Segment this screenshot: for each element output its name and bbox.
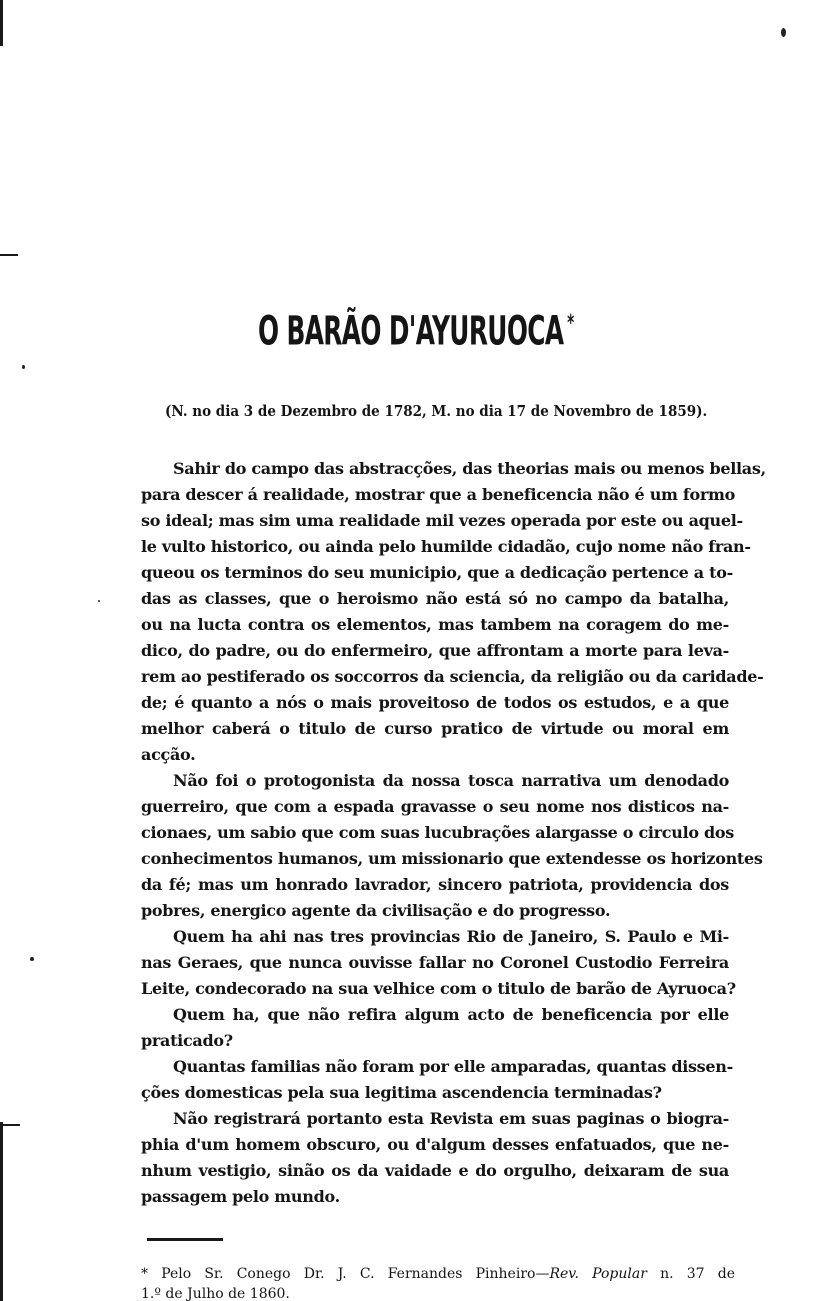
text-line: das as classes, que o heroismo não está só no campo da batalha,: [141, 589, 729, 608]
text-line: so ideal; mas sim uma realidade mil vezes operada por este ou aquel-: [141, 511, 743, 530]
text-line: rem ao pestiferado os soccorros da sciencia, da religião ou da caridade-: [141, 667, 764, 686]
ink-speck: [22, 365, 25, 369]
footnote-issue: n. 37 de: [646, 1266, 735, 1282]
text-line: acção.: [141, 745, 196, 764]
footnote-source: Rev. Popular: [549, 1266, 647, 1282]
text-line: Não registrará portanto esta Revista em suas paginas o biogra-: [173, 1109, 729, 1128]
article-title: [159, 296, 673, 359]
text-line: Sahir do campo das abstracções, das theorias mais ou menos bellas,: [173, 459, 766, 478]
text-line: guerreiro, que com a espada gravasse o seu nome nos disticos na-: [141, 797, 729, 816]
text-line: dico, do padre, ou do enfermeiro, que affrontam a morte para leva-: [141, 641, 729, 660]
birth-death-dates: (N. no dia 3 de Dezembro de 1782, M. no dia 17 de Novembro de 1859).: [165, 402, 708, 420]
title-footnote-mark: *: [567, 311, 574, 336]
text-line: pobres, energico agente da civilisação e do progresso.: [141, 901, 611, 920]
text-line: Quantas familias não foram por elle amparadas, quantas dissen-: [173, 1057, 733, 1076]
text-line: praticado?: [141, 1031, 233, 1050]
text-line: Quem ha ahi nas tres provincias Rio de Janeiro, S. Paulo e Mi-: [173, 927, 729, 946]
article-title-text: O BARÃO D'AYURUOCA: [257, 308, 564, 355]
text-line: phia d'um homem obscuro, ou d'algum desses enfatuados, que ne-: [141, 1135, 729, 1154]
text-line: para descer á realidade, mostrar que a beneficencia não é um formo: [141, 485, 736, 504]
left-edge-mark-lower: [0, 1122, 3, 1301]
left-edge-tick: [0, 254, 18, 256]
text-line: de; é quanto a nós o mais proveitoso de todos os estudos, e a que: [141, 693, 729, 712]
footnote-author: Pelo Sr. Conego Dr. J. C. Fernandes Pinheiro—: [161, 1266, 550, 1282]
article-body: [141, 456, 766, 1210]
text-line: Quem ha, que não refira algum acto de beneficencia por elle: [173, 1005, 729, 1024]
text-line: queou os terminos do seu municipio, que a dedicação pertence a to-: [141, 563, 733, 582]
text-line: Leite, condecorado na sua velhice com o titulo de barão de Ayruoca?: [141, 979, 736, 998]
text-line: ou na lucta contra os elementos, mas tambem na coragem do me-: [141, 615, 729, 634]
text-line: melhor caberá o titulo de curso pratico de virtude ou moral em: [141, 719, 729, 738]
text-line: ções domesticas pela sua legitima ascendencia terminadas?: [141, 1083, 662, 1102]
text-line: da fé; mas um honrado lavrador, sincero patriota, providencia dos: [141, 875, 729, 894]
text-line: passagem pelo mundo.: [141, 1187, 340, 1206]
ink-speck: [98, 600, 100, 602]
text-line: cionaes, um sabio que com suas lucubrações alargasse o circulo dos: [141, 823, 734, 842]
footnote: [141, 1264, 735, 1301]
footnote-line-2: 1.º de Julho de 1860.: [141, 1286, 290, 1301]
left-edge-tick-lower: [0, 1124, 20, 1126]
text-line: le vulto historico, ou ainda pelo humilde cidadão, cujo nome não fran-: [141, 537, 751, 556]
text-line: Não foi o protogonista da nossa tosca narrativa um denodado: [173, 771, 729, 790]
footnote-separator: [147, 1238, 223, 1241]
ink-speck: [30, 957, 34, 961]
footnote-mark: *: [141, 1266, 148, 1282]
text-line: nhum vestigio, sinão os da vaidade e do orgulho, deixaram de sua: [141, 1161, 729, 1180]
left-edge-mark: [0, 0, 3, 46]
ink-speck: [781, 28, 786, 37]
text-line: conhecimentos humanos, um missionario que extendesse os horizontes: [141, 849, 763, 868]
text-line: nas Geraes, que nunca ouvisse fallar no Coronel Custodio Ferreira: [141, 953, 729, 972]
footnote-line-1: [141, 1264, 735, 1284]
